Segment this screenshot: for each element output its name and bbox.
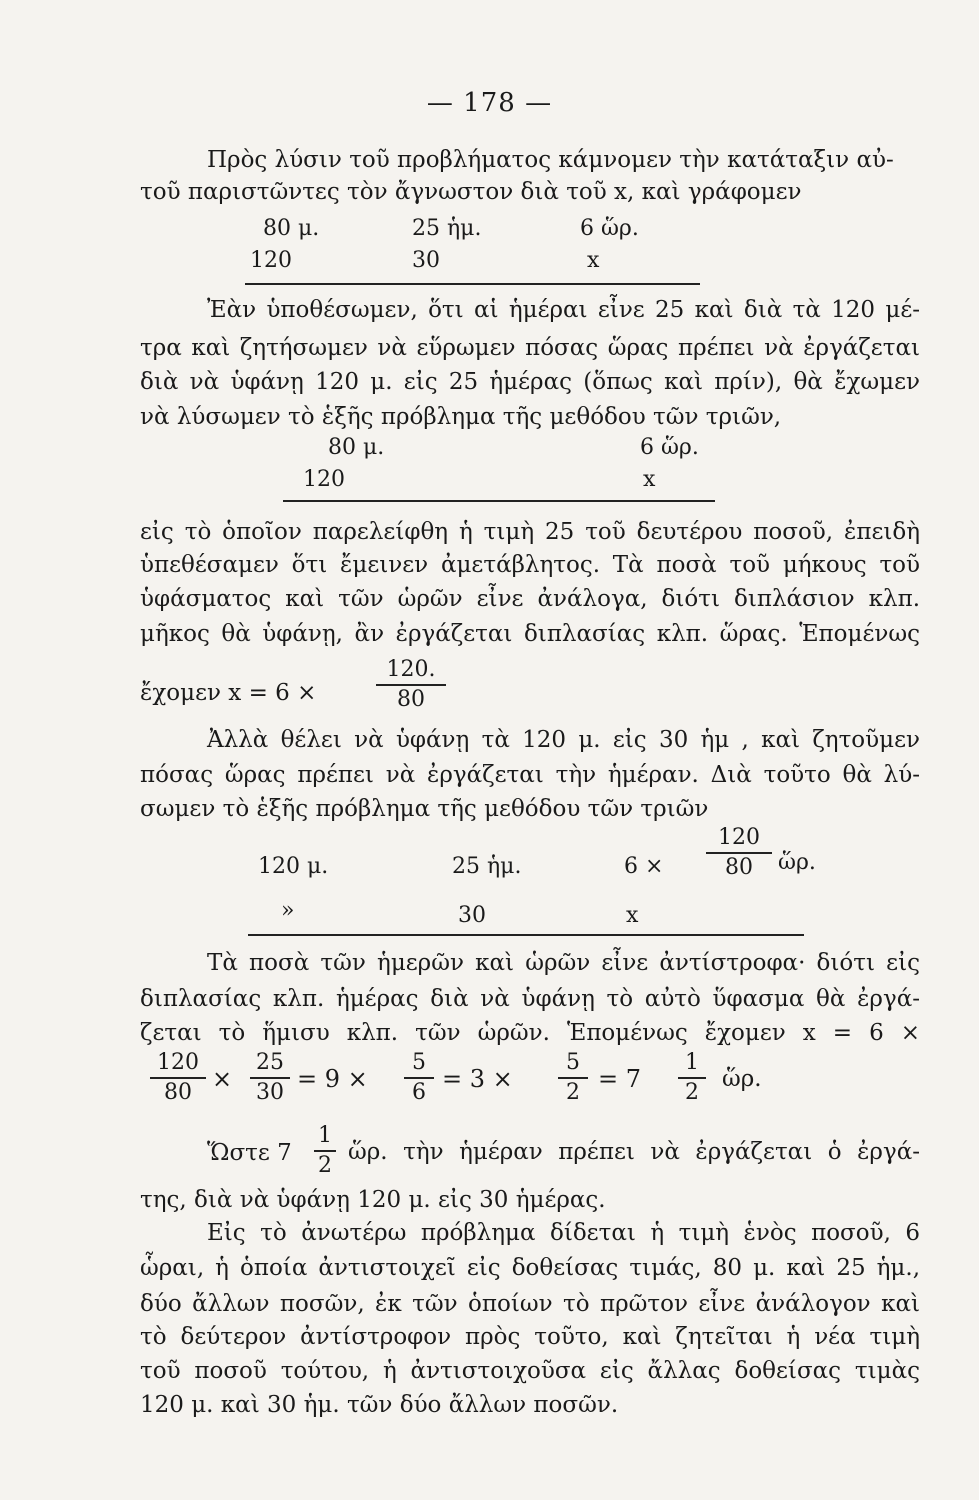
table3-cell: ὥρ. (778, 850, 816, 875)
fraction-bar (314, 1150, 336, 1152)
fraction (558, 1051, 588, 1105)
table2-cell: x (643, 467, 656, 492)
text-line: μῆκος θὰ ὑφάνῃ, ἂν ἐργάζεται διπλασίας κλπ. ὥρας. Ἑπομένως (140, 621, 920, 647)
table2-cell: 80 μ. (328, 435, 385, 460)
text-line: ζεται τὸ ἥμισυ κλπ. τῶν ὡρῶν. Ἑπομένως ἔχομεν x = 6 × (140, 1020, 920, 1046)
text-line: ὧραι, ἡ ὁποία ἀντιστοιχεῖ εἰς δοθείσας τιμάς, 80 μ. καὶ 25 ἡμ., (140, 1255, 920, 1281)
text-line: διὰ νὰ ὑφάνῃ 120 μ. εἰς 25 ἡμέρας (ὅπως καὶ πρίν), θὰ ἔχωμεν (140, 369, 920, 395)
text-line: Πρὸς λύσιν τοῦ προβλήματος κάμνομεν τὴν κατάταξιν αὐ- (207, 147, 894, 173)
text-line: Εἰς τὸ ἀνωτέρω πρόβλημα δίδεται ἡ τιμὴ ἑνὸς ποσοῦ, 6 (207, 1220, 920, 1246)
text-line: τοῦ ποσοῦ τούτου, ἡ ἀντιστοιχοῦσα εἰς ἄλλας δοθείσας τιμὰς (140, 1358, 920, 1384)
fraction-numerator: 1 (685, 1050, 699, 1075)
text-line: δύο ἄλλων ποσῶν, ἐκ τῶν ὁποίων τὸ πρῶτον εἶνε ἀνάλογον καὶ (140, 1291, 920, 1317)
table1-cell: 6 ὥρ. (580, 216, 639, 241)
text-line: Ἐὰν ὑποθέσωμεν, ὅτι αἱ ἡμέραι εἶνε 25 καὶ διὰ τὰ 120 μέ- (207, 297, 920, 323)
table3-cell: 6 × (624, 854, 664, 879)
fraction-denominator: 80 (397, 687, 425, 712)
fraction (250, 1051, 290, 1105)
text-line: σωμεν τὸ ἑξῆς πρόβλημα τῆς μεθόδου τῶν τριῶν (140, 796, 709, 822)
fraction-numerator: 120. (386, 657, 436, 682)
fraction-numerator: 25 (256, 1050, 284, 1075)
table1-cell: 80 μ. (263, 216, 320, 241)
text-line: εἰς τὸ ὁποῖον παρελείφθη ἡ τιμὴ 25 τοῦ δευτέρου ποσοῦ, ἐπειδὴ (140, 519, 920, 545)
table1-rule (245, 283, 700, 285)
fraction-denominator: 30 (256, 1080, 284, 1105)
table3-cell: » (281, 898, 295, 923)
fraction-bar (706, 852, 772, 854)
text-line: τὸ δεύτερον ἀντίστροφον πρὸς τοῦτο, καὶ ζητεῖται ἡ νέα τιμὴ (140, 1324, 920, 1350)
fraction-bar (250, 1077, 290, 1079)
text-line: διπλασίας κλπ. ἡμέρας διὰ νὰ ὑφάνῃ τὸ αὐτὸ ὕφασμα θὰ ἐργά- (140, 986, 920, 1012)
fraction-denominator: 6 (412, 1080, 426, 1105)
table2-rule (283, 500, 715, 502)
fraction-denominator: 2 (685, 1080, 699, 1105)
table3-rule (248, 934, 804, 936)
text-line: τοῦ παριστῶντες τὸν ἄγνωστον διὰ τοῦ x, καὶ γράφομεν (140, 179, 802, 205)
fraction-bar (678, 1077, 706, 1079)
fraction-numerator: 5 (412, 1050, 426, 1075)
fraction (150, 1051, 206, 1105)
text-line: ὑπεθέσαμεν ὅτι ἔμεινεν ἀμετάβλητος. Τὰ ποσὰ τοῦ μήκους τοῦ (140, 552, 920, 578)
equation-text: × (212, 1065, 233, 1093)
table3-cell: 25 ἡμ. (452, 854, 522, 879)
fraction-numerator: 1 (318, 1123, 332, 1148)
equation-text: Ὥστε 7 (207, 1140, 292, 1166)
equation-text: ἔχομεν x = 6 × (140, 680, 317, 706)
fraction (678, 1051, 706, 1105)
fraction (376, 658, 446, 712)
table3-cell: 30 (458, 903, 486, 928)
fraction (314, 1124, 336, 1178)
equation-text: = 7 (598, 1065, 642, 1093)
text-line: τρα καὶ ζητήσωμεν νὰ εὕρωμεν πόσας ὥρας πρέπει νὰ ἐργάζεται (140, 335, 920, 361)
equation-text: ὥρ. (722, 1066, 762, 1092)
fraction-bar (558, 1077, 588, 1079)
page-number: — 178 — (426, 88, 553, 118)
text-line: πόσας ὥρας πρέπει νὰ ἐργάζεται τὴν ἡμέραν. Διὰ τοῦτο θὰ λύ- (140, 762, 920, 788)
table2-cell: 120 (303, 467, 345, 492)
table1-cell: 25 ἡμ. (412, 216, 482, 241)
table1-cell: x (587, 248, 600, 273)
table1-cell: 30 (412, 248, 440, 273)
fraction-bar (404, 1077, 434, 1079)
fraction (404, 1051, 434, 1105)
table1-cell: 120 (250, 248, 292, 273)
text-line: ὥρ. τὴν ἡμέραν πρέπει νὰ ἐργάζεται ὁ ἐργά- (348, 1139, 920, 1165)
text-line: ὑφάσματος καὶ τῶν ὡρῶν εἶνε ἀνάλογα, διότι διπλάσιον κλπ. (140, 586, 920, 612)
equation-text: = 9 × (297, 1065, 368, 1093)
text-line: Ἀλλὰ θέλει νὰ ὑφάνῃ τὰ 120 μ. εἰς 30 ἡμ , καὶ ζητοῦμεν (207, 727, 920, 753)
fraction-numerator: 5 (566, 1050, 580, 1075)
fraction-denominator: 80 (725, 855, 753, 880)
fraction-numerator: 120 (157, 1050, 199, 1075)
table3-cell: x (626, 903, 639, 928)
fraction-denominator: 80 (164, 1080, 192, 1105)
text-line: Τὰ ποσὰ τῶν ἡμερῶν καὶ ὡρῶν εἶνε ἀντίστροφα· διότι εἰς (207, 950, 920, 976)
text-line: νὰ λύσωμεν τὸ ἑξῆς πρόβλημα τῆς μεθόδου τῶν τριῶν, (140, 404, 782, 430)
equation-text: = 3 × (442, 1065, 513, 1093)
fraction-numerator: 120 (718, 825, 760, 850)
fraction-bar (376, 684, 446, 686)
table2-cell: 6 ὥρ. (640, 435, 699, 460)
fraction-denominator: 2 (318, 1153, 332, 1178)
fraction-denominator: 2 (566, 1080, 580, 1105)
fraction-bar (150, 1077, 206, 1079)
text-line: 120 μ. καὶ 30 ἡμ. τῶν δύο ἄλλων ποσῶν. (140, 1392, 619, 1418)
fraction (706, 826, 772, 880)
table3-cell: 120 μ. (258, 854, 329, 879)
text-line: της, διὰ νὰ ὑφάνῃ 120 μ. εἰς 30 ἡμέρας. (140, 1187, 606, 1213)
